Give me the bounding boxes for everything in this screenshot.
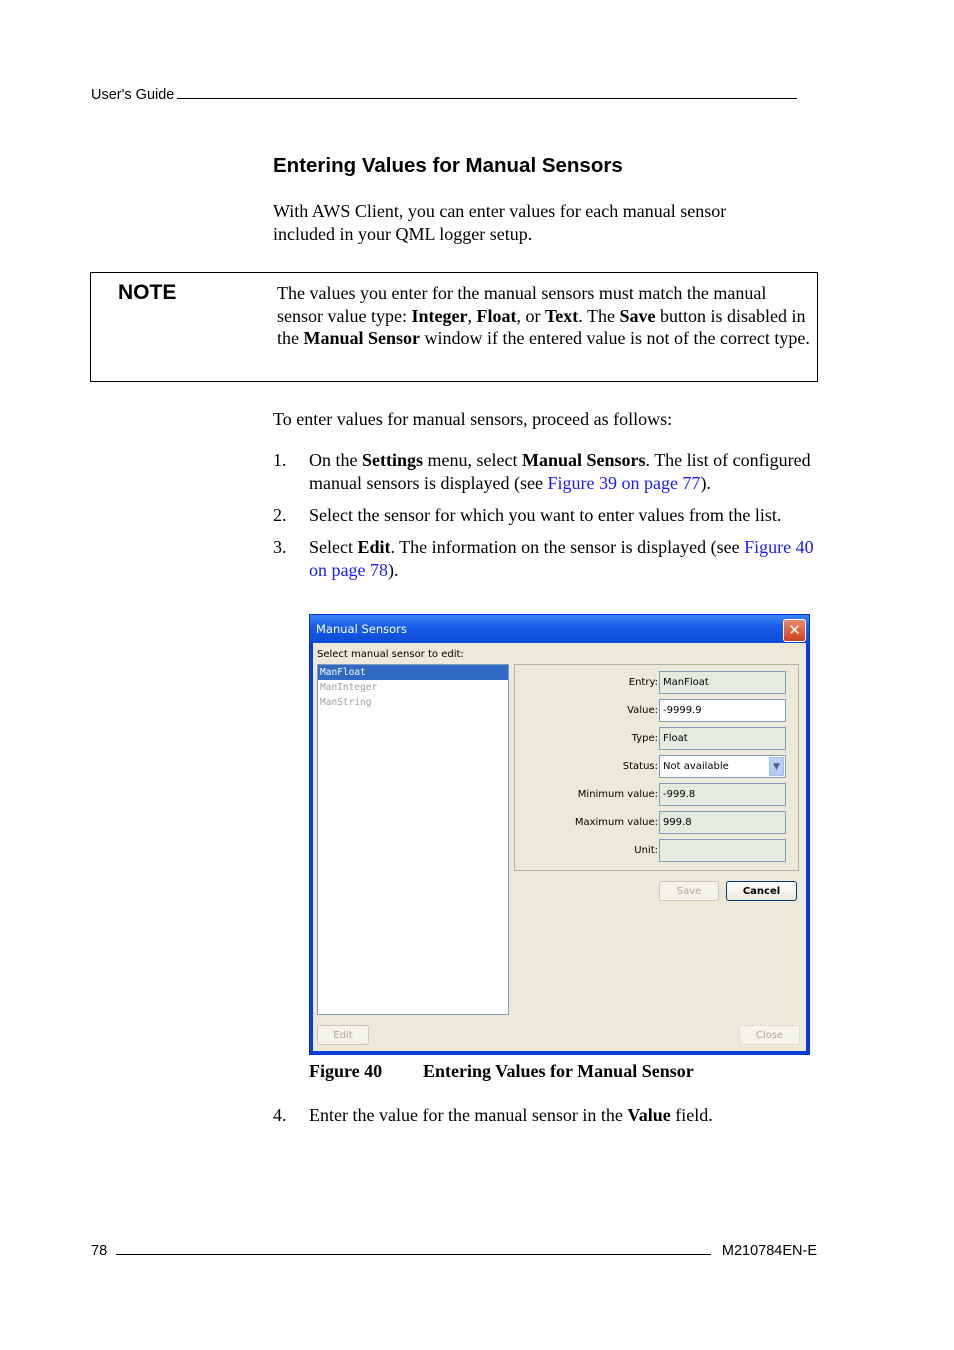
figure-caption: Entering Values for Manual Sensor [423,1061,694,1081]
sensor-details-panel [514,664,799,871]
step-text: Select Edit. The information on the sensor is displayed (see Figure 40 on page 78). [309,537,814,580]
step-text: On the Settings menu, select Manual Sensors. The list of configured manual sensors is displayed (see Figure 39 on page 77). [309,450,811,493]
close-icon[interactable]: ✕ [783,619,806,642]
status-label: Status: [622,761,658,772]
minimum-row [515,783,798,807]
note-text: The values you enter for the manual sensors must match the manual sensor value type: Integer, Float, or Text. The Save button is disabled in the Manual Sensor window if the entered value is not of the correct type. [277,283,810,348]
page-number: 78 [91,1243,108,1259]
note-title: NOTE [118,281,177,304]
minimum-field: -999.8 [659,783,786,806]
minimum-label: Minimum value: [577,789,658,800]
entry-label: Entry: [628,677,658,688]
step-number: 3. [273,537,287,557]
type-row [515,727,798,751]
section-title: Entering Values for Manual Sensors [273,154,623,177]
header-rule [177,86,797,99]
value-input[interactable]: -9999.9 [659,699,786,722]
page-header [91,86,811,103]
window-titlebar[interactable] [310,615,809,643]
cancel-button[interactable]: Cancel [726,881,797,901]
list-item[interactable]: ManFloat [318,665,508,680]
list-item[interactable]: ManString [320,697,372,708]
step-text: Enter the value for the manual sensor in the Value field. [309,1105,713,1125]
status-select[interactable] [659,755,786,778]
document-code: M210784EN-E [721,1243,817,1259]
entry-row [515,671,798,695]
list-label: Select manual sensor to edit: [317,649,464,660]
window-title: Manual Sensors [316,622,407,636]
status-value: Not available [663,761,729,772]
maximum-label: Maximum value: [574,817,658,828]
maximum-field: 999.8 [659,811,786,834]
list-item[interactable]: ManInteger [320,682,378,693]
step-number: 4. [273,1105,287,1125]
page-footer [91,1243,817,1259]
intro-paragraph: With AWS Client, you can enter values for each manual sensor included in your QML logger setup. [273,201,727,244]
save-button[interactable]: Save [659,881,719,901]
note-box [90,272,818,382]
window-client [313,643,806,1051]
figure-number: Figure 40 [309,1061,383,1081]
step-text: Select the sensor for which you want to enter values from the list. [309,505,782,525]
manual-sensors-window [309,614,810,1055]
type-field: Float [659,727,786,750]
proceed-text: To enter values for manual sensors, proceed as follows: [273,409,673,429]
status-row [515,755,798,779]
close-button[interactable]: Close [739,1025,800,1045]
edit-button[interactable]: Edit [317,1025,369,1045]
value-label: Value: [627,705,658,716]
value-row [515,699,798,723]
figure-40-link[interactable]: Figure 40 on page 78 [309,537,814,580]
chevron-down-icon[interactable]: ▼ [769,757,784,776]
entry-field: ManFloat [659,671,786,694]
figure-39-link[interactable]: Figure 39 on page 77 [547,472,701,493]
type-label: Type: [631,733,658,744]
unit-label: Unit: [634,845,658,856]
unit-field [659,839,786,862]
maximum-row [515,811,798,835]
step-number: 1. [273,450,287,470]
sensor-list[interactable] [317,664,509,1015]
footer-rule [116,1254,711,1255]
unit-row [515,839,798,863]
header-title: User's Guide [91,87,175,103]
step-number: 2. [273,505,287,525]
